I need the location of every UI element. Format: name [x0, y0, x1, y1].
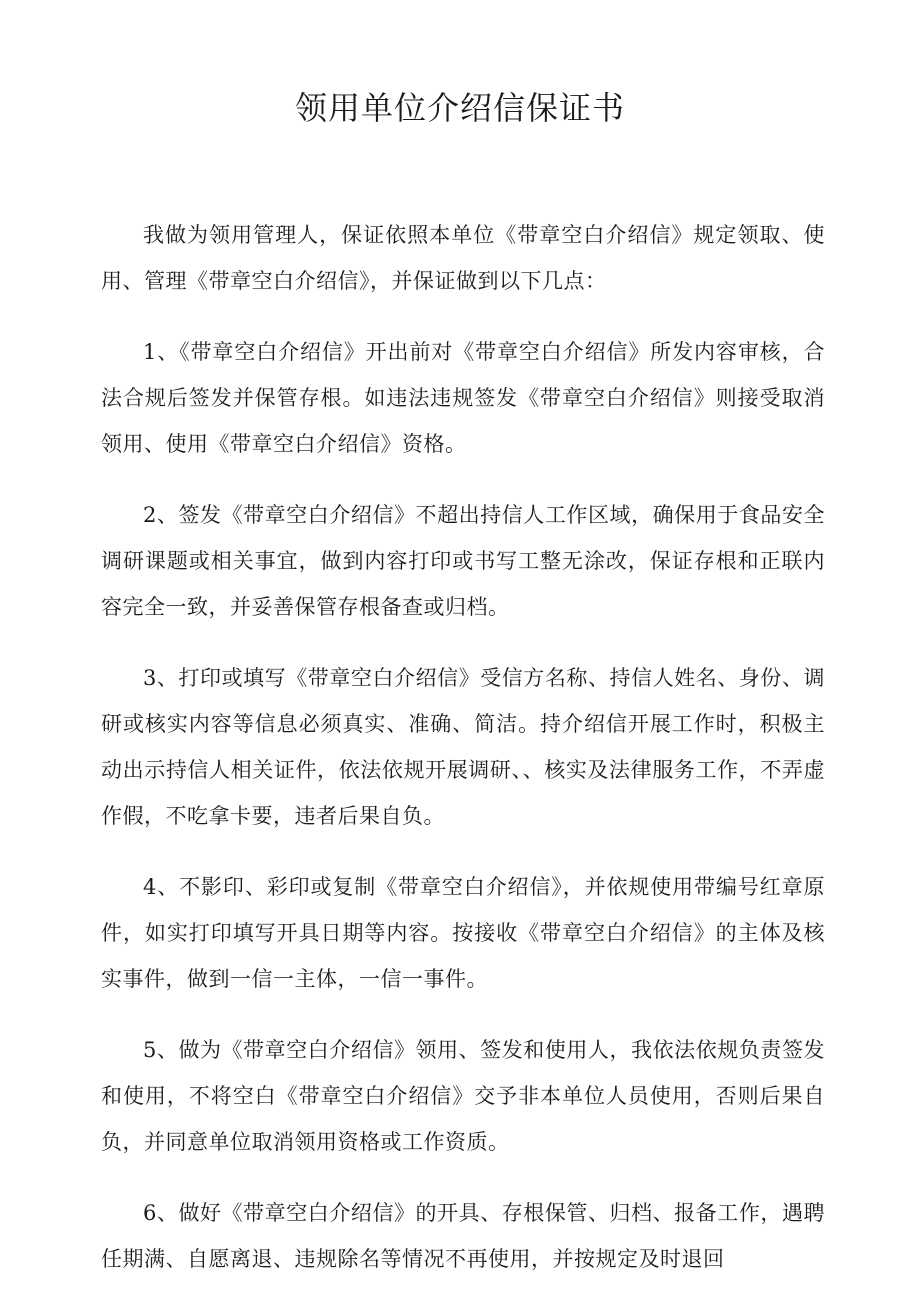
document-body: [101, 212, 825, 1307]
clause-1-paragraph: 1、《带章空白介绍信》开出前对《带章空白介绍信》所发内容审核，合法合规后签发并保管存根。如违法违规签发《带章空白介绍信》则接受取消领用、使用《带章空白介绍信》资格。: [101, 340, 825, 456]
intro-paragraph: 我做为领用管理人，保证依照本单位《带章空白介绍信》规定领取、使用、管理《带章空白介绍信》，并保证做到以下几点：: [101, 223, 825, 293]
document-title: 领用单位介绍信保证书: [294, 89, 625, 127]
clause-2-paragraph: 2、签发《带章空白介绍信》不超出持信人工作区域，确保用于食品安全调研课题或相关事宜，做到内容打印或书写工整无涂改，保证存根和正联内容完全一致，并妥善保管存根备查或归档。: [101, 503, 825, 619]
clause-5-paragraph: 5、做为《带章空白介绍信》领用、签发和使用人，我依法依规负责签发和使用，不将空白《带章空白介绍信》交予非本单位人员使用，否则后果自负，并同意单位取消领用资格或工作资质。: [101, 1038, 825, 1154]
clause-3-paragraph: 3、打印或填写《带章空白介绍信》受信方名称、持信人姓名、身份、调研或核实内容等信息必须真实、准确、简洁。持介绍信开展工作时，积极主动出示持信人相关证件，依法依规开展调研、、核实及法律服务工作，不弄虚作假，不吃拿卡要，违者后果自负。: [101, 666, 825, 828]
clause-4-paragraph: 4、不影印、彩印或复制《带章空白介绍信》，并依规使用带编号红章原件，如实打印填写开具日期等内容。按接收《带章空白介绍信》的主体及核实事件，做到一信一主体，一信一事件。: [101, 875, 825, 991]
clause-6-paragraph: 6、做好《带章空白介绍信》的开具、存根保管、归档、报备工作，遇聘任期满、自愿离退、违规除名等情况不再使用，并按规定及时退回: [101, 1201, 825, 1271]
